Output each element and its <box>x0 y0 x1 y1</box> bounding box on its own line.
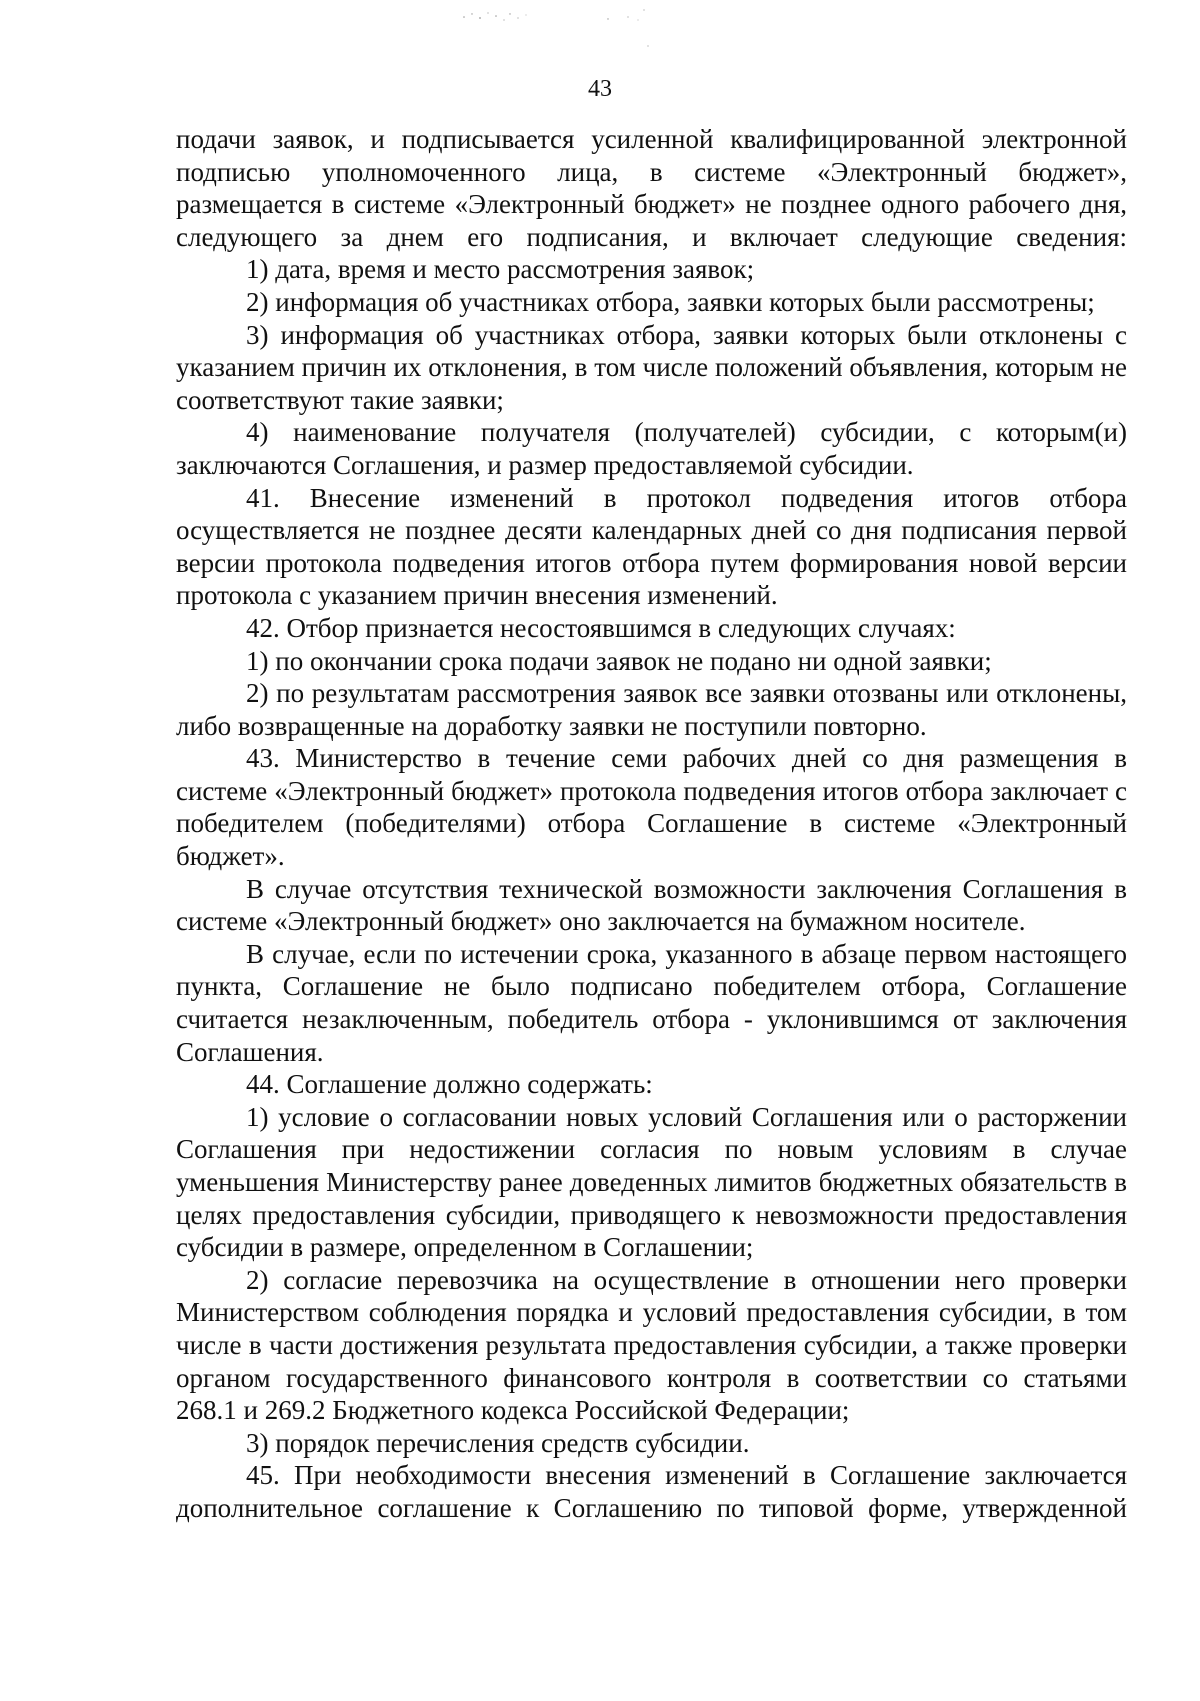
document-body <box>176 123 1127 1525</box>
clause-43-paper-case: В случае отсутствия технической возможности заключения Соглашения в системе «Электронный бюджет» оно заключается на бумажном носителе. <box>176 873 1127 937</box>
clause-42-item-1: 1) по окончании срока подачи заявок не подано ни одной заявки; <box>246 645 992 676</box>
clause-44-item-2: 2) согласие перевозчика на осуществление в отношении него проверки Министерством соблюдения порядка и условий предоставления субсидии, в том числе в части достижения результата предоставления субсидии, а также проверки органом государственного финансового контроля в соответствии со статьями 268.1 и 269.2 Бюджетного кодекса Российской Федерации; <box>176 1264 1127 1426</box>
list-item-reviewed-participants: 2) информация об участниках отбора, заявки которых были рассмотрены; <box>246 286 1095 317</box>
list-item-review-date: 1) дата, время и место рассмотрения заявок; <box>246 254 755 285</box>
clause-42: 42. Отбор признается несостоявшимся в следующих случаях: <box>246 612 956 643</box>
scan-noise-marks <box>458 8 718 48</box>
list-item-subsidy-recipients: 4) наименование получателя (получателей) субсидии, с которым(и) заключаются Соглашения, и размер предоставляемой субсидии. <box>176 417 1127 480</box>
clause-43: 43. Министерство в течение семи рабочих дней со дня размещения в системе «Электронный бюджет» протокола подведения итогов отбора заключает с победителем (победителями) отбора Соглашение в системе «Электронный бюджет». <box>176 743 1127 872</box>
list-item-rejected-participants: 3) информация об участниках отбора, заявки которых были отклонены с указанием причин их отклонения, в том числе положений объявления, которым не соответствуют такие заявки; <box>176 319 1127 415</box>
clause-43-unsigned-case: В случае, если по истечении срока, указанного в абзаце первом настоящего пункта, Соглашение не было подписано победителем отбора, Соглашение считается незаключенным, победитель отбора - уклонившимся от заключения Соглашения. <box>176 938 1127 1067</box>
clause-42-item-2: 2) по результатам рассмотрения заявок все заявки отозваны или отклонены, либо возвращенные на доработку заявки не поступили повторно. <box>176 678 1127 741</box>
page-number: 43 <box>588 76 612 102</box>
clause-44-item-1: 1) условие о согласовании новых условий Соглашения или о расторжении Соглашения при недостижении согласия по новым условиям в случае уменьшения Министерству ранее доведенных лимитов бюджетных обязательств в целях предоставления субсидии, приводящего к невозможности предоставления субсидии в размере, определенном в Соглашении; <box>176 1101 1127 1263</box>
paragraph-protocol-intro: подачи заявок, и подписывается усиленной квалифицированной электронной подписью уполномоченного лица, в системе «Электронный бюджет», размещается в системе «Электронный бюджет» не позднее одного рабочего дня, следующего за днем его подписания, и включает следующие сведения: <box>176 124 1127 252</box>
clause-45: 45. При необходимости внесения изменений в Соглашение заключается дополнительное соглашение к Соглашению по типовой форме, утвержденной <box>176 1460 1127 1523</box>
clause-44-item-3: 3) порядок перечисления средств субсидии. <box>246 1427 750 1458</box>
clause-44: 44. Соглашение должно содержать: <box>246 1069 653 1100</box>
clause-41: 41. Внесение изменений в протокол подведения итогов отбора осуществляется не позднее десяти календарных дней со дня подписания первой версии протокола подведения итогов отбора путем формирования новой версии протокола с указанием причин внесения изменений. <box>176 482 1127 611</box>
